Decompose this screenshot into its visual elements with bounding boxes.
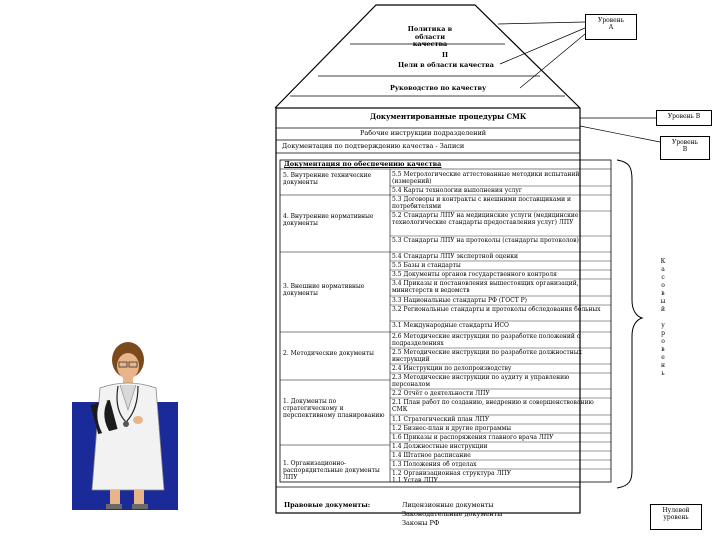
- quality-docs-title: Документация по обеспечению качества: [284, 160, 442, 168]
- left-cell-methodical: 2. Методические документы: [283, 350, 374, 357]
- row-1-2-business: 1.2 Бизнес-план и другие программы: [392, 425, 512, 432]
- row-1-2-structure: 1.2 Организационная структура ЛПУ: [392, 470, 512, 477]
- row-1-3-departments: 1.3 Положения об отделах: [392, 461, 477, 468]
- row-5-2-standards: 5.2 Стандарты ЛПУ на медицинские услуги (медицинские технологические стандарты предоставления услуг) ЛПУ: [392, 212, 579, 226]
- row-1-4-staffing: 1.4 Штатное расписание: [392, 452, 471, 459]
- legal-docs-line2: Законодательные документы: [402, 510, 503, 518]
- level-b-line1: Уровень: [672, 139, 698, 146]
- row-2-5-job-instructions: 2.5 Методические инструкции по разработке должностных инструкций: [392, 349, 582, 363]
- level-zero-line2: уровень: [663, 514, 689, 521]
- row-5-3-contracts: 5.3 Договоры и контракты с внешними поставщиками и потребителями: [392, 196, 572, 210]
- left-cell-organizational: 1. Организационно-распорядительные документы ЛПУ: [283, 460, 380, 481]
- row-2-1-plan: 2.1 План работ по созданию, внедрению и совершенствованию СМК: [392, 399, 594, 413]
- legal-docs-line1: Лицензионные документы: [402, 501, 494, 509]
- manual-text: Руководство по качеству: [390, 84, 487, 92]
- doctor-illustration: [60, 340, 190, 510]
- left-cell-internal-normative: 4. Внутренние нормативные документы: [283, 213, 374, 227]
- row-1-4-job: 1.4 Должностные инструкции: [392, 443, 488, 450]
- row-3-4-orders: 3.4 Приказы и постановления вышестоящих организаций, министерств и ведомств: [392, 280, 579, 294]
- level-b-line2: В: [682, 146, 688, 153]
- level-a-line1: Уровень: [598, 17, 624, 24]
- left-cell-strategic: 1. Документы по стратегическому и перспективному планированию: [283, 398, 385, 419]
- level-a-line2: А: [608, 24, 614, 31]
- legal-docs-label: Правовые документы:: [284, 501, 371, 509]
- roof-outline: [275, 5, 580, 108]
- row-2-3-audit: 2.3 Методические инструкции по аудиту и управлению персоналом: [392, 374, 570, 388]
- row-5-4-expert: 5.4 Стандарты ЛПУ экспертной оценки: [392, 253, 518, 260]
- row-2-6-positions: 2.6 Методические инструкции по разработке положений о подразделениях: [392, 333, 581, 347]
- row-3-1-iso: 3.1 Международные стандарты ИСО: [392, 322, 509, 329]
- level-b-top-box: [656, 110, 712, 126]
- level-a-box: [585, 14, 637, 40]
- level-b-top-label: Уровень В: [667, 113, 701, 120]
- left-cell-internal-technical: 5. Внутренние технические документы: [283, 172, 372, 186]
- level-c-brace: [617, 160, 642, 488]
- level-zero-box: [650, 504, 702, 530]
- row-3-5-control: 3.5 Документы органов государственного контроля: [392, 271, 557, 278]
- row-2-4-records: 2.4 Инструкции по делопроизводству: [392, 365, 512, 372]
- procedures-text: Документированные процедуры СМК: [370, 112, 527, 121]
- policy-text: Политика в области качества: [407, 25, 453, 48]
- roof-separator: II: [442, 51, 449, 59]
- legal-docs-line3: Законы РФ: [402, 519, 440, 527]
- row-5-4-cards: 5.4 Карты технологии выполнения услуг: [392, 187, 523, 194]
- row-1-1-charter: 1.1 Устав ЛПУ: [392, 477, 438, 484]
- left-cell-external-normative: 3. Внешние нормативные документы: [283, 283, 365, 297]
- instructions-text: Рабочие инструкции подразделений: [360, 129, 487, 137]
- level-zero-line1: Нулевой: [662, 507, 690, 514]
- row-2-2-report: 2.2 Отчёт о деятельности ЛПУ: [392, 390, 490, 397]
- row-1-1-strategic: 1.1 Стратегический план ЛПУ: [392, 416, 490, 423]
- level-c-vertical-label: К а с о в ы й у р о в е н ь: [660, 258, 666, 377]
- row-3-3-gost: 3.3 Национальные стандарты РФ (ГОСТ Р): [392, 297, 528, 304]
- records-text: Документация по подтверждению качества - Записи: [282, 142, 465, 150]
- row-1-6-orders: 1.6 Приказы и распоряжения главного врача ЛПУ: [392, 434, 554, 441]
- goals-text: Цели в области качества: [398, 61, 494, 69]
- row-5-5-bases: 5.5 Базы и стандарты: [392, 262, 461, 269]
- row-5-5-methods: 5.5 Метрологические аттестованные методики испытаний (измерений): [392, 171, 580, 185]
- row-3-2-regional: 3.2 Региональные стандарты и протоколы обследования больных: [392, 306, 601, 313]
- row-5-3-protocols: 5.3 Стандарты ЛПУ на протоколы (стандарты протоколов): [392, 237, 579, 244]
- level-b-box: [660, 136, 710, 160]
